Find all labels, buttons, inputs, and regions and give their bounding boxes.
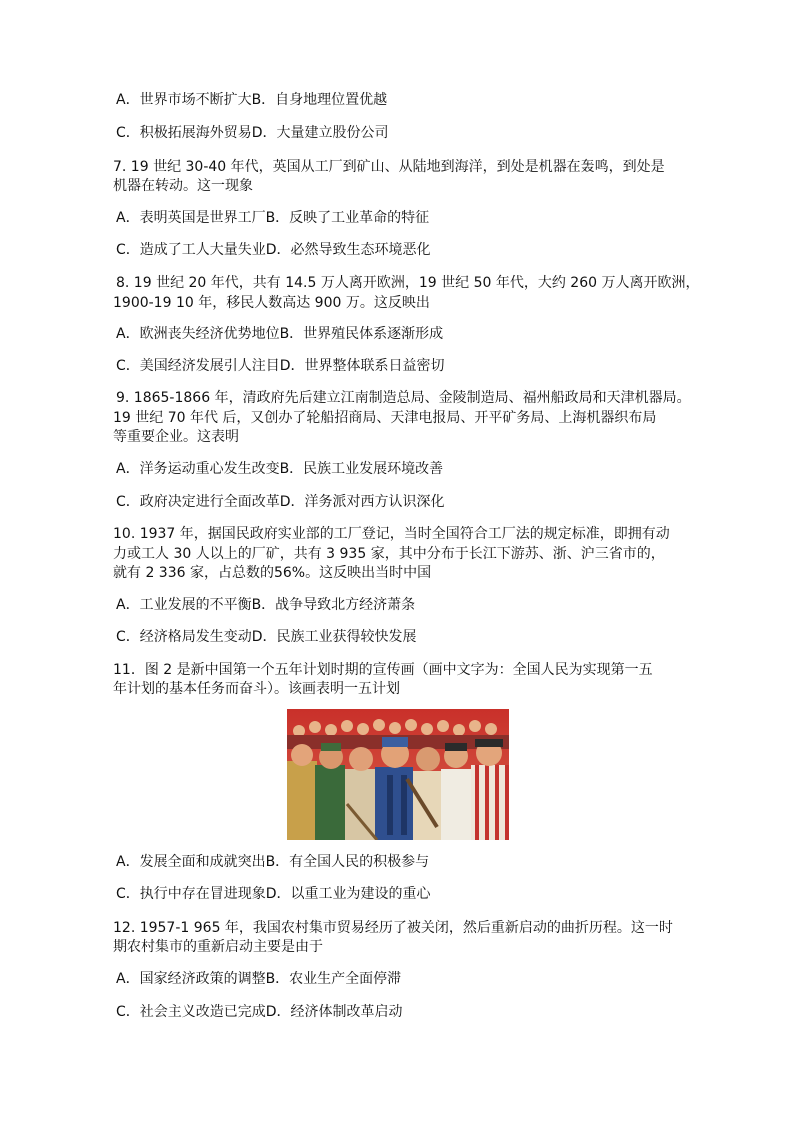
q10-option-cd: C．经济格局发生变动D．民族工业获得较快发展 <box>116 629 417 645</box>
q10-stem-line1: 10. 1937 年，据国民政府实业部的工厂登记，当时全国符合工厂法的规定标准，即拥有动 <box>113 526 670 542</box>
q10-stem-line3: 就有 2 336 家，占总数的56%。这反映出当时中国 <box>113 565 432 581</box>
q6-option-cd: C．积极拓展海外贸易D．大量建立股份公司 <box>116 125 389 141</box>
q11-stem-line1: 11．图 2 是新中国第一个五年计划时期的宣传画（画中文字为：全国人民为实现第一五 <box>113 662 653 678</box>
q10-stem-line2: 力或工人 30 人以上的厂矿，共有 3 935 家，其中分布于长江下游苏、浙、沪三省市的， <box>113 546 665 562</box>
q6-option-ab: A．世界市场不断扩大B．自身地理位置优越 <box>116 92 388 108</box>
q8-option-ab: A．欧洲丧失经济优势地位B．世界殖民体系逐渐形成 <box>116 326 444 342</box>
q7-option-cd: C．造成了工人大量失业D．必然导致生态环境恶化 <box>116 242 431 258</box>
q12-option-ab: A．国家经济政策的调整B．农业生产全面停滞 <box>116 971 402 987</box>
q9-stem-line3: 等重要企业。这表明 <box>113 429 239 445</box>
q11-option-cd: C．执行中存在冒进现象D．以重工业为建设的重心 <box>116 886 431 902</box>
q10-option-ab: A．工业发展的不平衡B．战争导致北方经济萧条 <box>116 597 416 613</box>
q12-option-cd: C．社会主义改造已完成D．经济体制改革启动 <box>116 1004 403 1020</box>
q12-stem-line2: 期农村集市的重新启动主要是由于 <box>113 939 323 955</box>
q8-option-cd: C．美国经济发展引人注目D．世界整体联系日益密切 <box>116 358 445 374</box>
q11-option-ab: A．发展全面和成就突出B．有全国人民的积极参与 <box>116 854 430 870</box>
q9-stem-line1: 9. 1865-1866 年，清政府先后建立江南制造总局、金陵制造局、福州船政局和天津机器局。 <box>116 390 691 406</box>
q7-option-ab: A．表明英国是世界工厂B．反映了工业革命的特征 <box>116 210 430 226</box>
q11-stem-line2: 年计划的基本任务而奋斗）。该画表明一五计划 <box>113 681 400 697</box>
q9-stem-line2: 19 世纪 70 年代 后，又创办了轮船招商局、天津电报局、开平矿务局、上海机器织布局 <box>113 410 657 426</box>
q9-option-cd: C．政府决定进行全面改革D．洋务派对西方认识深化 <box>116 494 445 510</box>
q7-stem-line1: 7. 19 世纪 30-40 年代，英国从工厂到矿山、从陆地到海洋，到处是机器在轰鸣，到处是 <box>113 159 665 175</box>
q8-stem-line2: 1900-19 10 年，移民人数高达 900 万。这反映出 <box>113 295 430 311</box>
q9-option-ab: A．洋务运动重心发生改变B．民族工业发展环境改善 <box>116 461 444 477</box>
q8-stem-line1: 8. 19 世纪 20 年代，共有 14.5 万人离开欧洲，19 世纪 50 年代，大约 260 万人离开欧洲， <box>116 275 700 291</box>
q7-stem-line2: 机器在转动。这一现象 <box>113 178 253 194</box>
propaganda-poster-image <box>287 709 509 840</box>
q12-stem-line1: 12. 1957-1 965 年，我国农村集市贸易经历了被关闭，然后重新启动的曲折历程。这一时 <box>113 920 673 936</box>
